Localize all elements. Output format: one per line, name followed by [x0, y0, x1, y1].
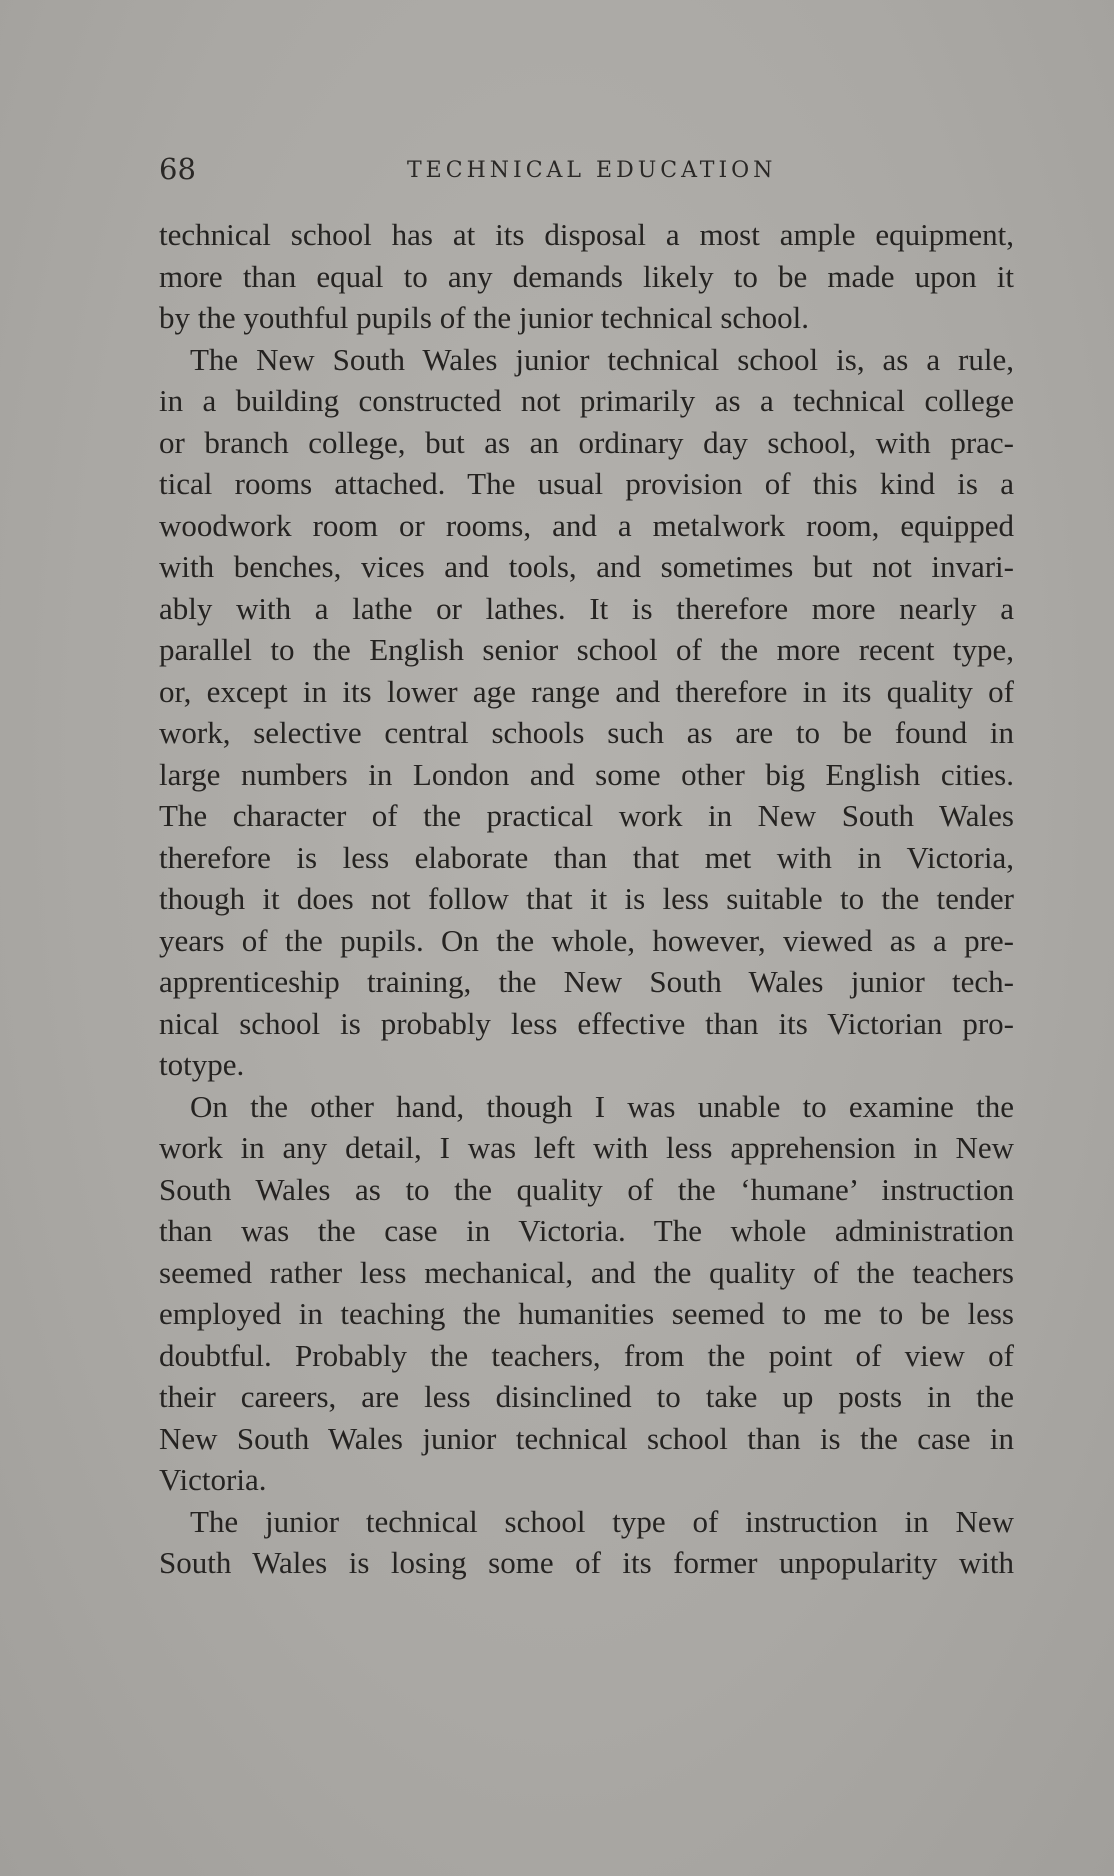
text-line: New South Wales junior technical school than is the case in	[159, 1420, 1014, 1456]
text-line: though it does not follow that it is less suitable to the tender	[159, 881, 1014, 916]
text-line: Victoria.	[159, 1462, 267, 1497]
running-head: TECHNICAL EDUCATION	[407, 158, 777, 183]
text-line: or, except in its lower age range and therefore in its quality of	[159, 673, 1014, 709]
text-line: years of the pupils. On the whole, however, viewed as a pre-	[159, 922, 1014, 958]
text-line: therefore is less elaborate than that met with in Victoria,	[159, 839, 1014, 875]
page-number: 68	[159, 152, 196, 186]
text-line: their careers, are less disinclined to take up posts in the	[159, 1379, 1014, 1414]
text-line: ably with a lathe or lathes. It is therefore more nearly a	[159, 590, 1014, 626]
text-line: apprenticeship training, the New South Wales junior tech-	[159, 964, 1014, 999]
text-line: The character of the practical work in New South Wales	[159, 798, 1014, 833]
text-line: doubtful. Probably the teachers, from the point of view of	[159, 1337, 1014, 1373]
text-line: South Wales is losing some of its former unpopularity with	[159, 1545, 1014, 1580]
body-text	[159, 214, 1014, 1584]
text-line: by the youthful pupils of the junior technical school.	[159, 300, 810, 335]
text-line: The New South Wales junior technical school is, as a rule,	[190, 341, 1014, 377]
text-line: or branch college, but as an ordinary day school, with prac-	[159, 424, 1014, 460]
text-line: woodwork room or rooms, and a metalwork room, equipped	[159, 507, 1014, 543]
text-line: On the other hand, though I was unable to examine the	[190, 1088, 1014, 1124]
text-line: work, selective central schools such as are to be found in	[159, 715, 1014, 750]
text-line: South Wales as to the quality of the ‘humane’ instruction	[159, 1171, 1014, 1207]
text-line: than was the case in Victoria. The whole administration	[159, 1213, 1014, 1248]
text-line: work in any detail, I was left with less apprehension in New	[159, 1130, 1014, 1165]
text-line: parallel to the English senior school of the more recent type,	[159, 632, 1014, 667]
text-line: tical rooms attached. The usual provision of this kind is a	[159, 466, 1014, 501]
text-line: employed in teaching the humanities seemed to me to be less	[159, 1296, 1014, 1331]
page-header	[159, 152, 1014, 192]
text-line: nical school is probably less effective than its Victorian pro-	[159, 1005, 1014, 1041]
text-line: more than equal to any demands likely to be made upon it	[159, 258, 1014, 294]
text-line: large numbers in London and some other big English cities.	[159, 756, 1014, 792]
text-line: in a building constructed not primarily as a technical college	[159, 383, 1014, 418]
text-line: The junior technical school type of instruction in New	[190, 1503, 1014, 1539]
text-line: with benches, vices and tools, and sometimes but not invari-	[159, 549, 1014, 584]
text-line: seemed rather less mechanical, and the quality of the teachers	[159, 1254, 1014, 1290]
text-line: technical school has at its disposal a most ample equipment,	[159, 217, 1014, 252]
text-line: totype.	[159, 1047, 245, 1082]
